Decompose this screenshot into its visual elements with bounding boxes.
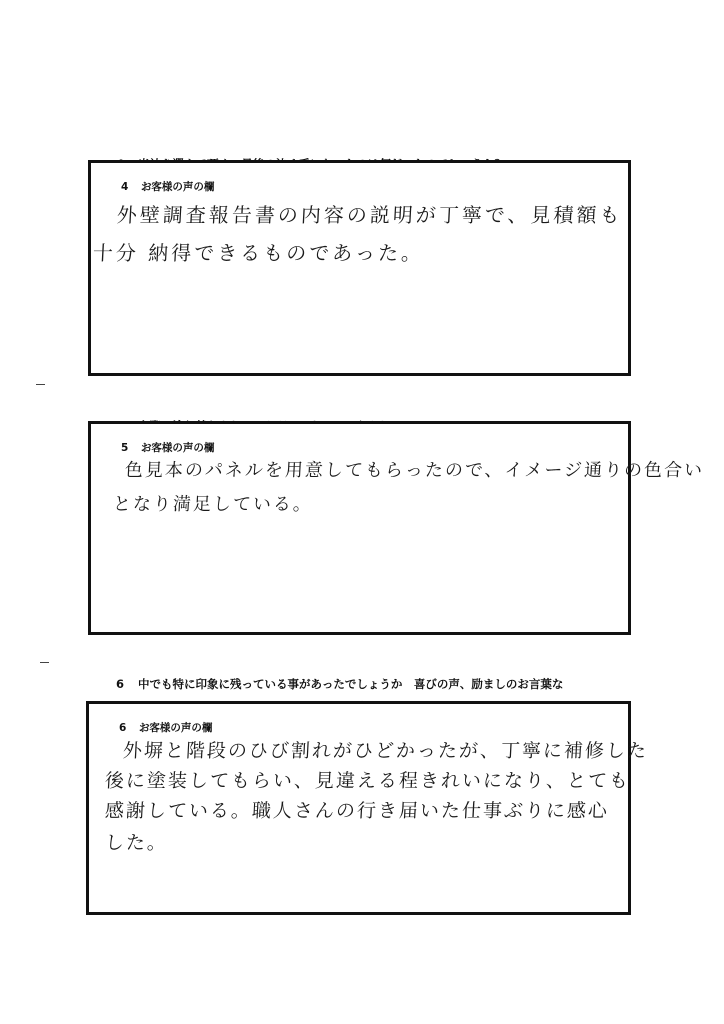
box-label-text: お客様の声の欄 [140,181,215,193]
margin-mark [40,662,49,663]
question-number: 6 [116,677,125,691]
answer-line-4: した。 [104,832,169,854]
answer-box-5 [88,421,705,635]
box-label-text: お客様の声の欄 [138,722,213,734]
box-label-text: お客様の声の欄 [140,442,215,454]
box-number: 5 [120,442,129,454]
margin-mark [36,384,45,385]
box-number: 4 [120,181,129,193]
answer-line-2: 後に塗装してもらい、見違える程きれいになり、とても [104,770,631,792]
box-number: 6 [118,722,127,734]
answer-line-1: 外塀と階段のひび割れがひどかったが、丁寧に補修した [122,740,649,762]
answer-box-6 [86,701,649,915]
answer-line-2: 十分 納得できるものであった。 [92,241,425,265]
answer-line-1: 色見本のパネルを用意してもらったので、イメージ通りの色合い [124,460,705,481]
question-text-line-1: 中でも特に印象に残っている事があったでしょうか 喜びの声、励ましのお言葉な [138,677,564,691]
answer-box-4 [88,160,631,376]
answer-line-2: となり満足している。 [112,494,314,515]
answer-line-1: 外壁調査報告書の内容の説明が丁寧で、見積額も [116,203,624,227]
answer-line-3: 感謝している。職人さんの行き届いた仕事ぶりに感心 [104,800,610,822]
